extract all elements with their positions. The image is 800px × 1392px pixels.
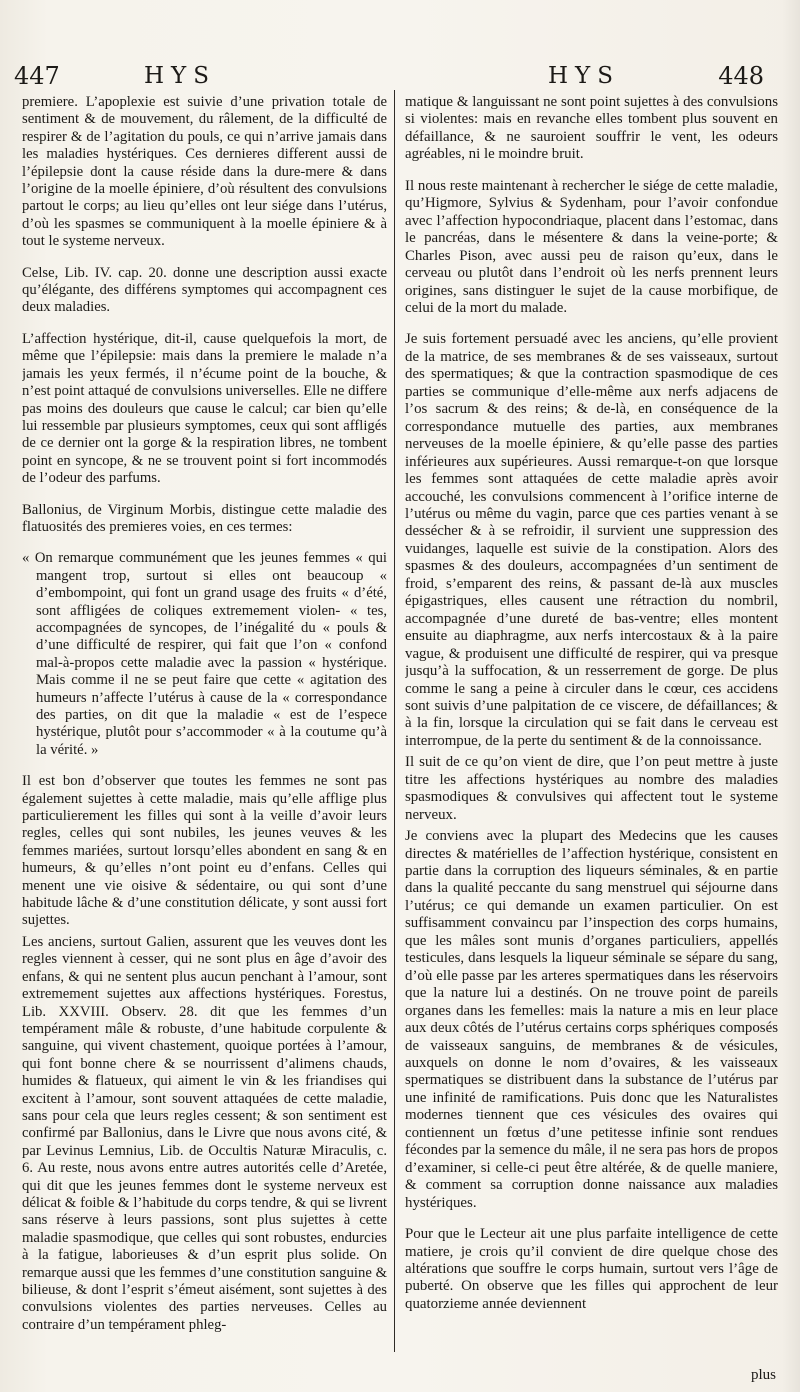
paragraph: Ballonius, de Virginum Morbis, distingue cette maladie des flatuosités des premieres voies, en ces termes: (22, 501, 387, 535)
paragraph: Il est bon d’observer que toutes les femmes ne sont pas également sujettes à cette maladie, mais qu’elle afflige plus particulierement les filles qui sont à la veille d’avoir leurs regles, celles qui sont nubiles, les jeunes veuves & les femmes mariées, surtout lorsqu’elles abondent en sang & en humeurs, & qu’elles n’ont point eu d’enfans. Celles qui menent une vie oisive & sédentaire, ou qui sont d’une habitude lâche & d’une constitution délicate, y sont aussi fort sujettes. (22, 773, 387, 929)
paragraph: Celse, Lib. IV. cap. 20. donne une description aussi exacte qu’élégante, des différens symptomes qui accompagnent ces deux maladies. (22, 264, 387, 316)
left-column (22, 94, 387, 1386)
left-page-number: 447 (14, 62, 60, 90)
paragraph: matique & languissant ne sont point sujettes à des convulsions si violentes: mais en revanche elles tombent plus souvent en défaillance, & ne sauroient souffrir le vent, les odeurs agréables, ni le moindre bruit. (405, 94, 778, 163)
paragraph: Pour que le Lecteur ait une plus parfaite intelligence de cette matiere, je crois qu’il convient de dire quelque chose des altérations que souffre le corps humain, surtout vers l’âge de puberté. On observe que les filles qui approchent de leur quatorzieme année deviennent (405, 1226, 778, 1312)
quotation: « On remarque communément que les jeunes femmes « qui mangent trop, surtout si elles ont beaucoup « d’embompoint, qui font un grand usage des fruits « d’été, sont affligées de coliques extremement violen- « tes, accompagnées de syncopes, de l’inégalité du « pouls & d’une difficulté de respirer, qui fait que l’on « confond mal-à-propos cette maladie avec la passion « hystérique. Mais comme il ne se peut faire que cette « agitation des humeurs n’affecte l’utérus à cause de la « correspondance des parties, on dit que la maladie « est de l’espece hystérique, plutôt pour s’accommoder « à la coutume qu’à la vérité. » (22, 550, 387, 758)
paragraph: Il suit de ce qu’on vient de dire, que l’on peut mettre à juste titre les affections hystériques au nombre des maladies spasmodiques & convulsives qui affectent tout le systeme nerveux. (405, 754, 778, 823)
catchword: plus (750, 1367, 776, 1383)
paragraph: premiere. L’apoplexie est suivie d’une privation totale de sentiment & de mouvement, du râlement, de la difficulté de respirer & de l’agitation du pouls, ce qui n’arrive jamais dans les maladies hystériques. Ces dernieres different aussi de l’épilepsie dont la cause réside dans la dure-mere & dans l’origine de la moelle épiniere, d’où résultent des convulsions partout le corps; au lieu qu’elles ont leur siége dans l’utérus, d’où les spasmes se communiquent à la moelle épiniere & à tout le systeme nerveux. (22, 94, 387, 250)
column-divider (394, 90, 395, 1352)
right-page-number: 448 (718, 62, 764, 90)
paragraph: Je conviens avec la plupart des Medecins que les causes directes & matérielles de l’affection hystérique, consistent en partie dans la corruption des liqueurs séminales, & en partie dans la qualité peccante du sang menstruel qui séjourne dans l’utérus; ce qui demande un examen particulier. On est suffisamment convaincu par l’inspection des corps humains, que les mâles sont munis d’organes particuliers, appellés testicules, dans lesquels la liqueur séminale se sépare du sang, d’où elle passe par les arteres spermatiques dans les réservoirs que la nature lui a destinés. On ne trouve point de pareils organes dans les femelles: mais la nature a mis en leur place aux deux côtés de l’utérus certains corps sphériques composés de vaisseaux sanguins, de membranes & de vésicules, auxquels on donne le nom d’ovaires, & les vaisseaux spermatiques se distribuent dans la substance de l’utérus par une infinité de ramifications. Puis donc que les Naturalistes modernes tiennent que ces vésicules des ovaires qui contiennent un fœtus d’une petitesse infinie sont rendues fécondes par la semence du mâle, il ne sera pas hors de propos d’examiner, si celle-ci peut être altérée, & de quelle maniere, & comment sa corruption donne naissance aux maladies hystériques. (405, 828, 778, 1211)
paragraph: Il nous reste maintenant à rechercher le siége de cette maladie, qu’Higmore, Sylvius & Sydenham, pour l’avoir confondue avec l’affection hypocondriaque, placent dans l’estomac, dans le pancréas, dans le mésentere & dans la veine-porte; & Charles Pison, avec aussi peu de raison qu’eux, dans le cerveau ou plutôt dans l’endroit où les nerfs prennent leurs origines, sans distinguer le sujet de la cause morbifique, de celui de la mort du malade. (405, 177, 778, 316)
right-column (405, 94, 778, 1386)
paragraph: Les anciens, surtout Galien, assurent que les veuves dont les regles viennent à cesser, qui ne sont plus en âge d’avoir des enfans, & qui ne sentent plus aucun penchant à l’amour, sont extremement sujettes aux affections hystériques. Forestus, Lib. XXVIII. Observ. 28. dit que les femmes d’un tempérament mâle & robuste, d’une habitude corpulente & sanguine, qui vivent chastement, quoique portées à l’amour, qui font bonne chere & se nourrissent d’alimens chauds, humides & flatueux, qui aiment le vin & les friandises qui excitent à l’amour, sont souvent attaquées de cette maladie, sans pour cela que leurs regles cessent; & son sentiment est confirmé par Ballonius, dans le Livre que nous avons cité, & par Levinus Lemnius, Lib. de Occultis Naturæ Miraculis, c. 6. Au reste, nous avons entre autres autorités celle d’Aretée, qui dit que les jeunes femmes dont le systeme nerveux est délicat & foible & l’habitude du corps tendre, & qui se livrent sans réserve à leurs passions, sont plus sujettes à cette maladie spasmodique, que celles qui sont robustes, endurcies à la fatigue, laborieuses & d’un esprit plus solide. On remarque aussi que les femmes d’une constitution sanguine & bilieuse, & dont l’esprit s’émeut aisément, sont sujettes à des convulsions violentes des parties nerveuses. Celles au contraire d’un tempérament phleg- (22, 933, 387, 1333)
left-running-head: HYS (144, 63, 216, 89)
right-running-head: HYS (548, 63, 620, 89)
paragraph: L’affection hystérique, dit-il, cause quelquefois la mort, de même que l’épilepsie: mais dans la premiere le malade n’a jamais les yeux fermés, il n’écume point de la bouche, & n’est point attaqué de convulsions universelles. Elle ne differe pas moins des douleurs que cause le calcul; car bien qu’elle lui ressemble par plusieurs symptomes, ceux qui sont affligés de ce dernier ont la gorge & la respiration libres, ne tombent point en syncope, & ne se trouvent point si fort incommodés de l’odeur des parfums. (22, 330, 387, 487)
paragraph: Je suis fortement persuadé avec les anciens, qu’elle provient de la matrice, de ses membranes & de ses vaisseaux, surtout des spermatiques; & que la contraction spasmodique de ces parties se communique d’elle-même aux nerfs adjacens de l’os sacrum & des reins; & de-là, en conséquence de la correspondance mutuelle des parties, aux membranes nerveuses de la moelle épiniere, & qu’elle passe des parties inférieures aux supérieures. Aussi remarque-t-on que lorsque les femmes sont attaquées de cette maladie après avoir accouché, les convulsions commencent à l’orifice interne de l’utérus ou même du vagin, parce que ces parties venant à se dessécher & à se refroidir, il survient une suppression des vuidanges, laquelle est suivie de la constipation. Alors des spasmes & des douleurs, accompagnées d’un sentiment de froid, s’emparent des reins, & passant de-là aux muscles épigastriques, elles causent une rétraction du nombril, accompagnée d’une dureté de bas-ventre; elles montent ensuite au diaphragme, aux nerfs intercostaux & à la paire vague, & produisent une difficulté de respirer, qui va presque jusqu’à la suffocation, & un resserrement de gorge. De plus comme le sang a peine à circuler dans le cœur, ces accidens sont suivis d’une palpitation de ce viscere, de défaillances; & à la fin, lorsque la circulation qui se fait dans le cerveau est interrompue, de la perte du sentiment & de la connoissance. (405, 331, 778, 749)
